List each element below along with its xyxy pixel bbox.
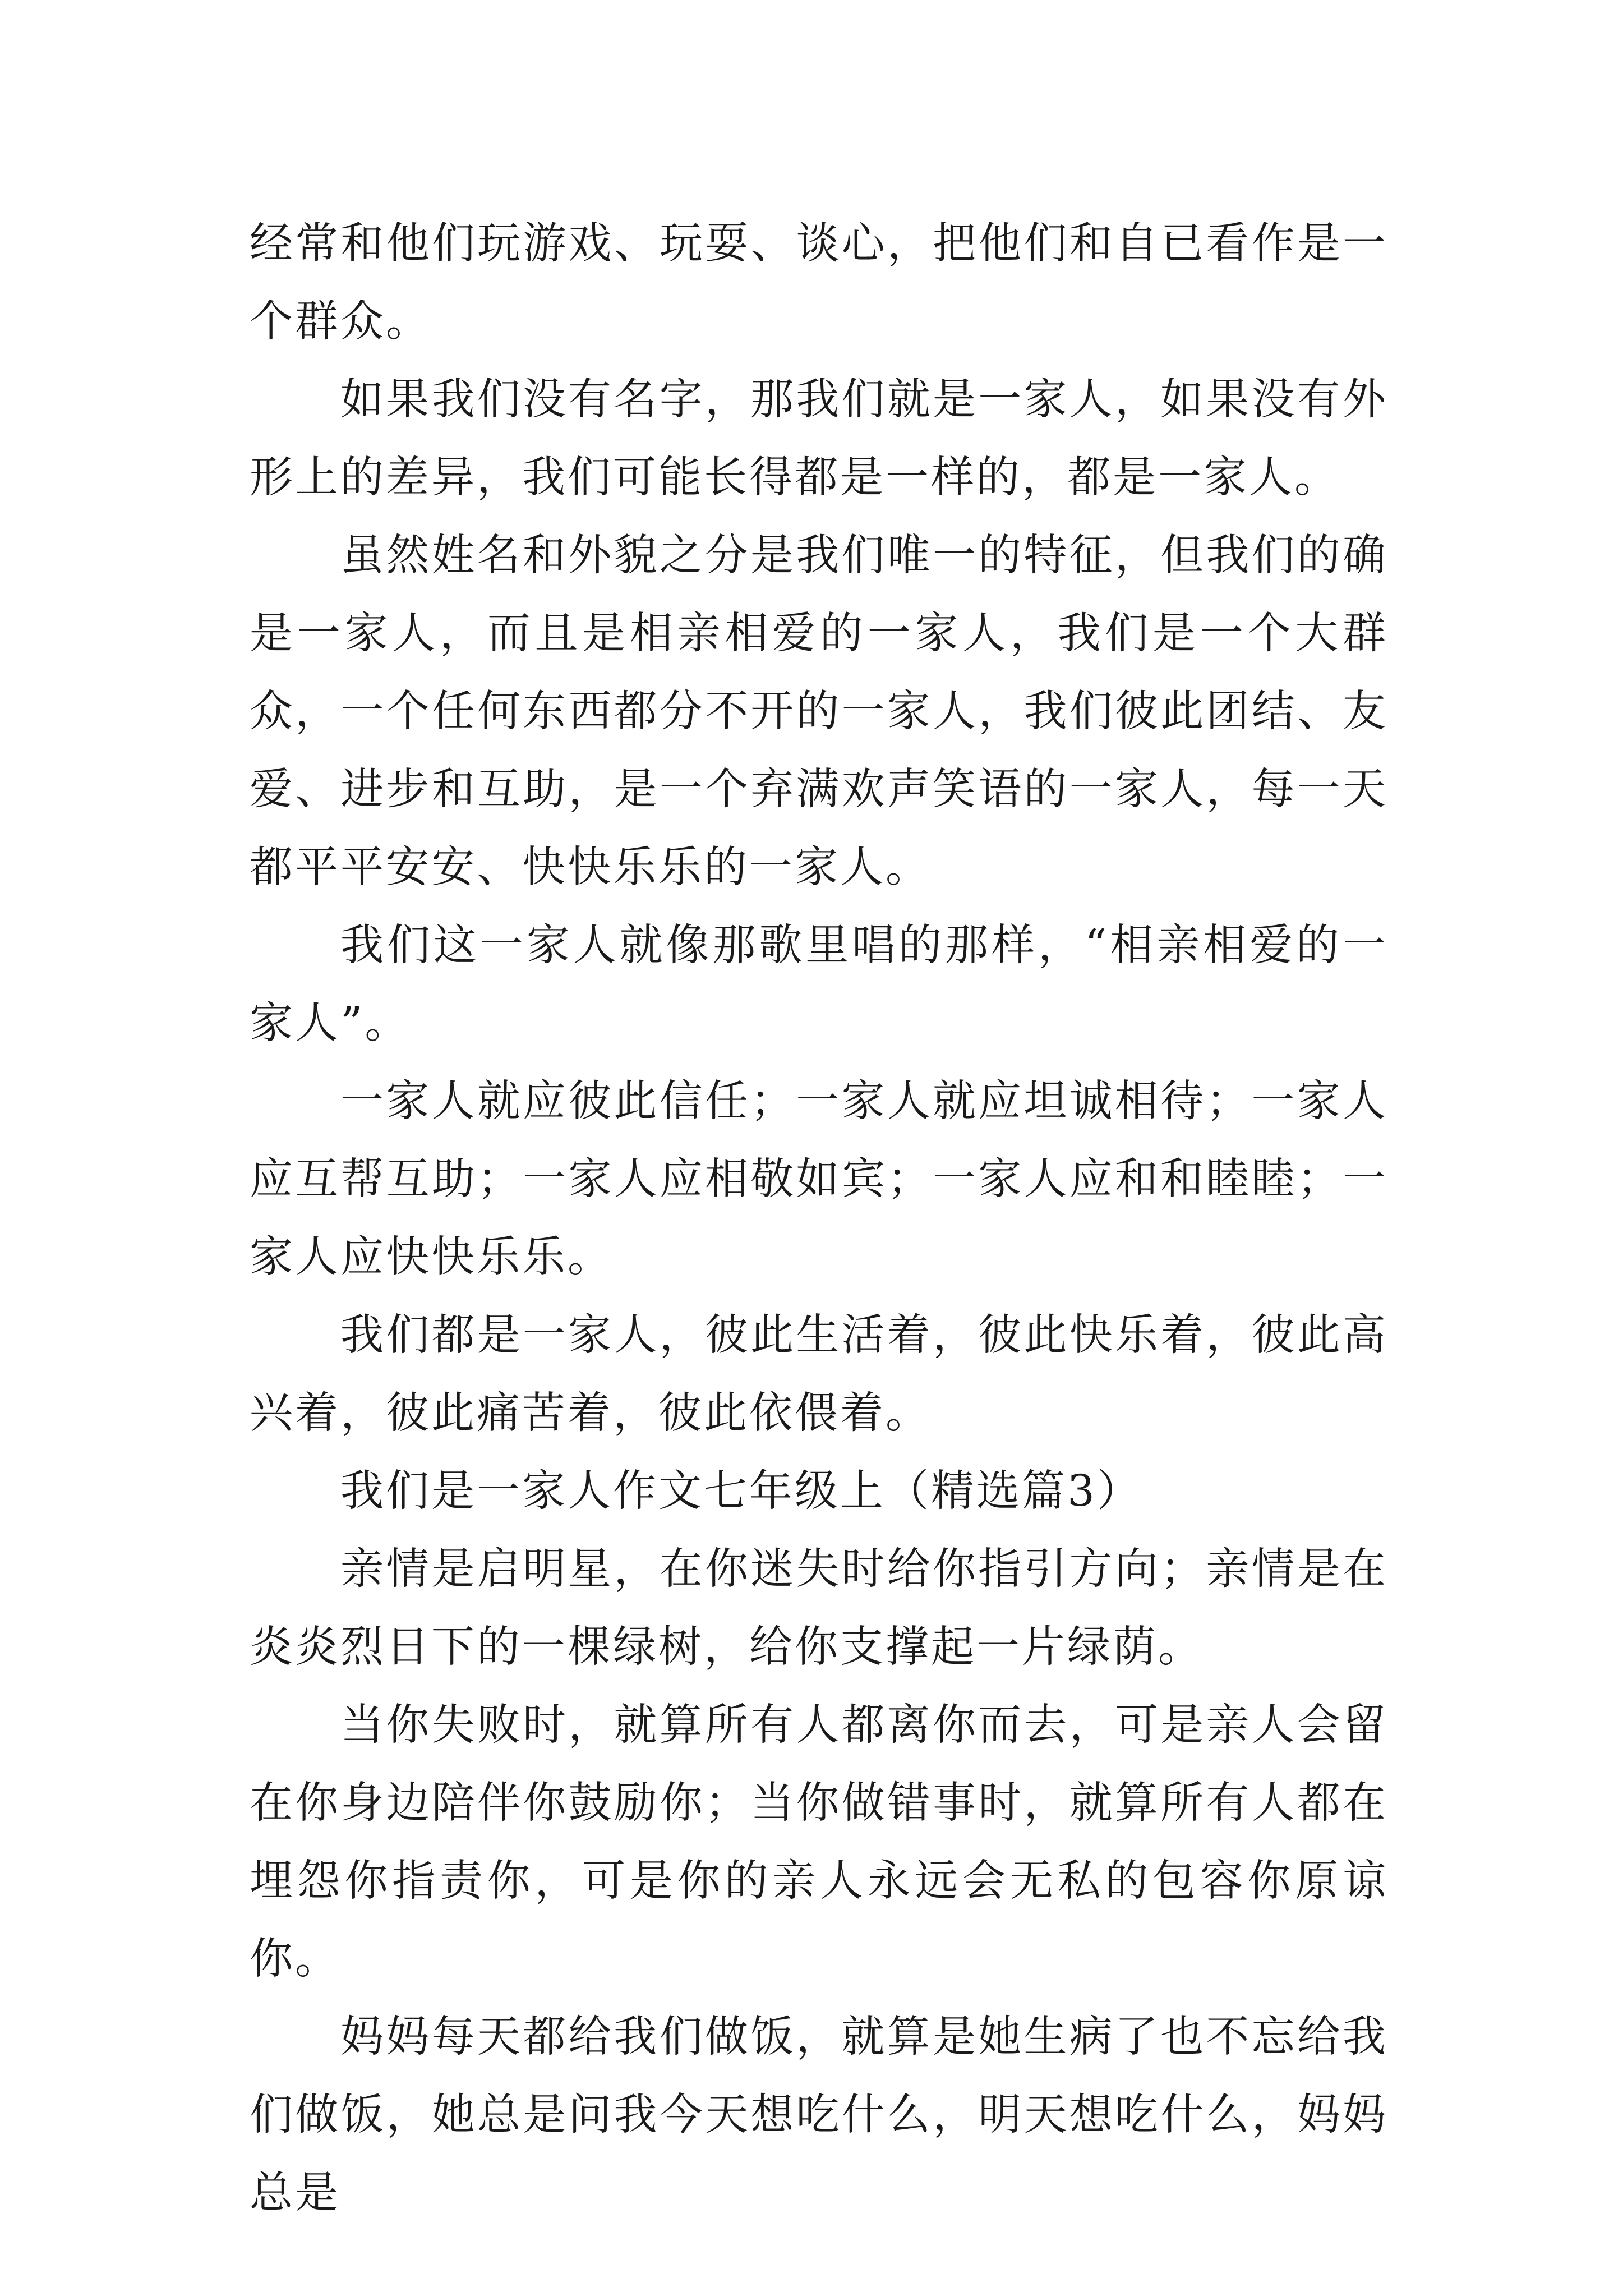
paragraph: 虽然姓名和外貌之分是我们唯一的特征，但我们的确是一家人，而且是相亲相爱的一家人，我们是一个大群众，一个任何东西都分不开的一家人，我们彼此团结、友爱、进步和互助，是一个弃满欢声笑语的一家人，每一天都平平安安、快快乐乐的一家人。 [250, 531, 1388, 892]
paragraph: 我们都是一家人，彼此生活着，彼此快乐着，彼此高兴着，彼此痛苦着，彼此依偎着。 [250, 1310, 1388, 1438]
paragraph: 我们这一家人就像那歌里唱的那样，“相亲相爱的一家人”。 [250, 921, 1388, 1048]
section-heading: 我们是一家人作文七年级上（精选篇3） [340, 1466, 1142, 1516]
paragraph: 如果我们没有名字，那我们就是一家人，如果没有外形上的差异，我们可能长得都是一样的，都是一家人。 [250, 375, 1388, 503]
paragraph: 一家人就应彼此信任；一家人就应坦诚相待；一家人应互帮互助；一家人应相敬如宾；一家人应和和睦睦；一家人应快快乐乐。 [250, 1076, 1388, 1282]
paragraph: 亲情是启明星，在你迷失时给你指引方向；亲情是在炎炎烈日下的一棵绿树，给你支撑起一片绿荫。 [250, 1544, 1388, 1672]
paragraph: 经常和他们玩游戏、玩耍、谈心，把他们和自已看作是一个群众。 [250, 219, 1388, 347]
document-body [250, 205, 1388, 2232]
paragraph: 当你失败时，就算所有人都离你而去，可是亲人会留在你身边陪伴你鼓励你；当你做错事时，就算所有人都在埋怨你指责你，可是你的亲人永远会无私的包容你原谅你。 [250, 1700, 1388, 1984]
paragraph: 妈妈每天都给我们做饭，就算是她生病了也不忘给我们做饭，她总是问我今天想吃什么，明天想吃什么，妈妈总是 [250, 2012, 1388, 2218]
